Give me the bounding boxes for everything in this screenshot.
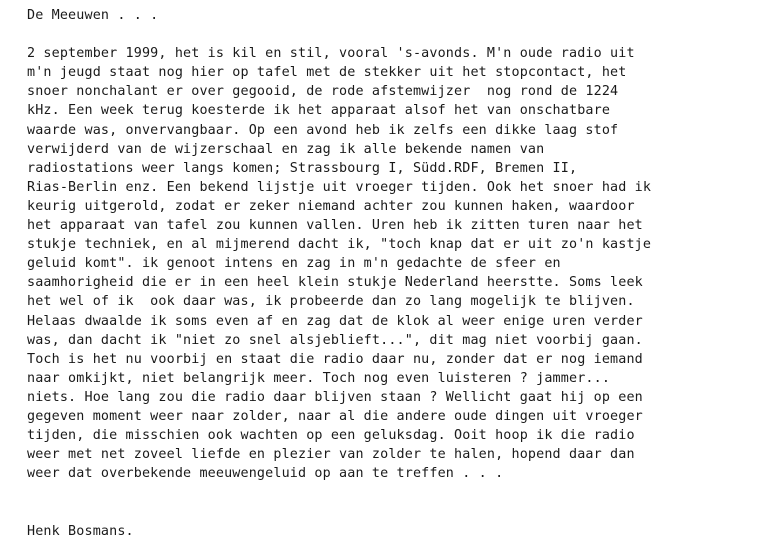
document <box>27 6 767 541</box>
body-line: Toch is het nu voorbij en staat die radio daar nu, zonder dat er nog iemand <box>27 351 643 367</box>
body-line: waarde was, onvervangbaar. Op een avond heb ik zelfs een dikke laag stof <box>27 122 619 138</box>
body-line: weer dat overbekende meeuwengeluid op aan te treffen . . . <box>27 466 504 482</box>
body-line: saamhorigheid die er in een heel klein stukje Nederland heerstte. Soms leek <box>27 275 643 291</box>
body-line: gegeven moment weer naar zolder, naar al die andere oude dingen uit vroeger <box>27 408 643 424</box>
body-line: naar omkijkt, niet belangrijk meer. Toch nog even luisteren ? jammer... <box>27 370 611 386</box>
body-line: Rias-Berlin enz. Een bekend lijstje uit vroeger tijden. Ook het snoer had ik <box>27 179 652 195</box>
body-line: kHz. Een week terug koesterde ik het apparaat alsof het van onschatbare <box>27 103 611 119</box>
document-body <box>27 44 767 483</box>
body-line: het apparaat van tafel zou kunnen vallen. Uren heb ik zitten turen naar het <box>27 218 643 234</box>
document-title: De Meeuwen . . . <box>27 8 159 23</box>
body-line: keurig uitgerold, zodat er zeker niemand achter zou kunnen haken, waardoor <box>27 198 635 214</box>
body-line: m'n jeugd staat nog hier op tafel met de stekker uit het stopcontact, het <box>27 65 627 81</box>
blank-line <box>27 483 767 502</box>
body-line: radiostations weer langs komen; Strassbourg I, Südd.RDF, Bremen II, <box>27 160 578 176</box>
body-line: tijden, die misschien ook wachten op een geluksdag. Ooit hoop ik die radio <box>27 428 635 444</box>
body-line: weer met net zoveel liefde en plezier van zolder te halen, hopend daar dan <box>27 447 635 463</box>
body-line: niets. Hoe lang zou die radio daar blijven staan ? Wellicht gaat hij op een <box>27 389 643 405</box>
body-line: 2 september 1999, het is kil en stil, vooral 's-avonds. M'n oude radio uit <box>27 46 635 62</box>
body-line: verwijderd van de wijzerschaal en zag ik alle bekende namen van <box>27 141 545 157</box>
body-line: stukje techniek, en al mijmerend dacht ik, "toch knap dat er uit zo'n kastje <box>27 237 652 253</box>
signature: Henk Bosmans. <box>27 523 134 539</box>
blank-line <box>27 502 767 521</box>
body-line: was, dan dacht ik "niet zo snel alsjeblieft...", dit mag niet voorbij gaan. <box>27 332 643 348</box>
body-line: Helaas dwaalde ik soms even af en zag dat de klok al weer enige uren verder <box>27 313 643 329</box>
body-line: het wel of ik ook daar was, ik probeerde dan zo lang mogelijk te blijven. <box>27 294 635 310</box>
body-line: geluid komt". ik genoot intens en zag in m'n gedachte de sfeer en <box>27 256 561 272</box>
blank-line <box>27 25 767 44</box>
body-line: snoer nonchalant er over gegooid, de rode afstemwijzer nog rond de 1224 <box>27 84 619 100</box>
